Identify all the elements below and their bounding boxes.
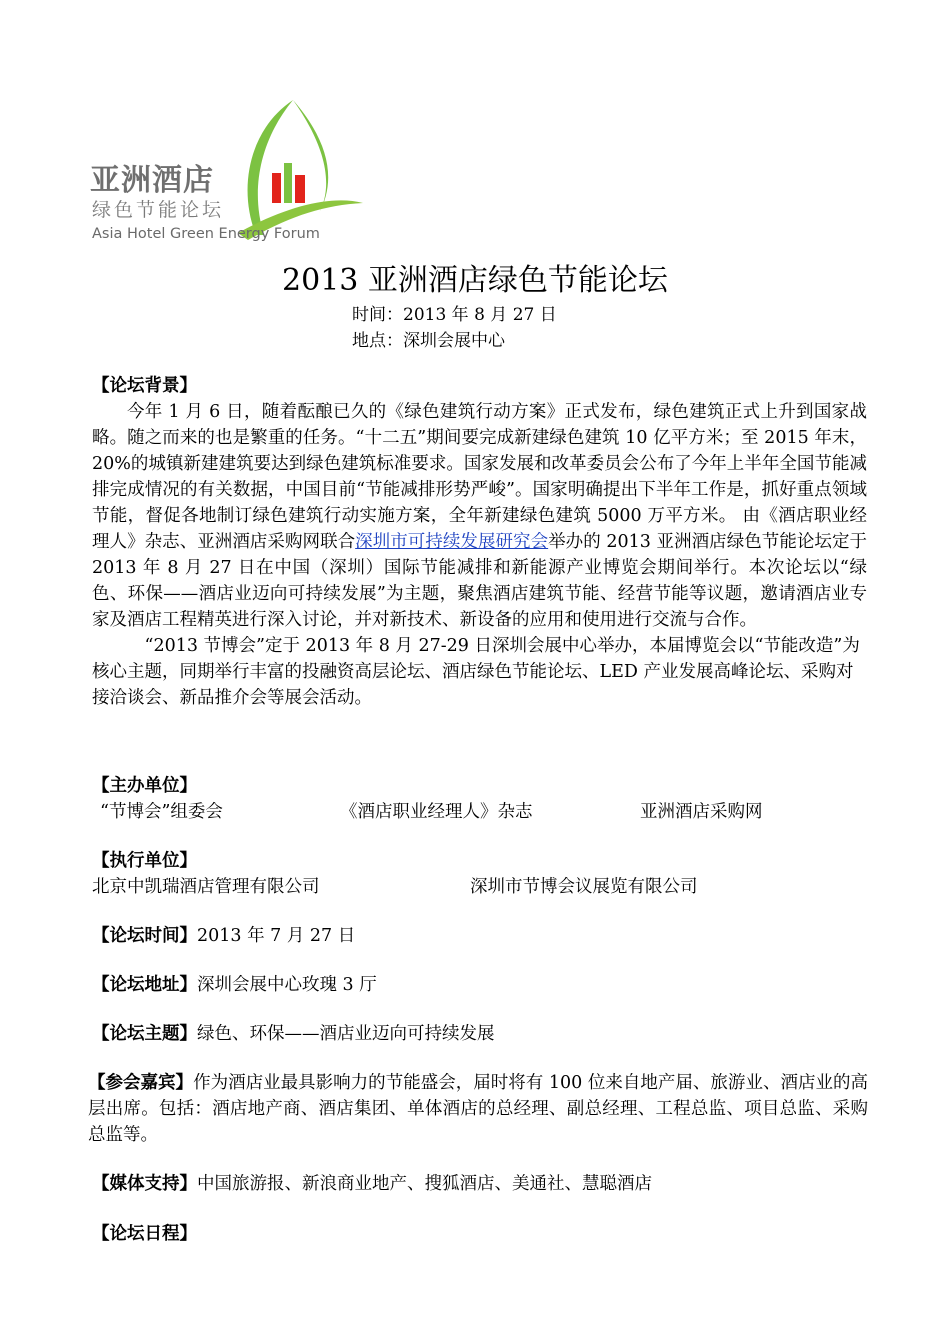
background-section bbox=[92, 373, 867, 711]
guests-value: 作为酒店业最具影响力的节能盛会，届时将有 100 位来自地产届、旅游业、酒店业的高层出席。包括：酒店地产商、酒店集团、单体酒店的总经理、副总经理、工程总监、项目总监、采购总监等。 bbox=[88, 1073, 869, 1145]
organizer-item: “节博会”组委会 bbox=[100, 802, 223, 822]
forum-logo bbox=[88, 95, 373, 250]
executor-item: 北京中凯瑞酒店管理有限公司 bbox=[92, 877, 320, 897]
forum-theme-heading: 【论坛主题】 bbox=[92, 1024, 197, 1044]
logo-subtitle-cn: 绿色节能论坛 bbox=[92, 199, 225, 221]
sustainability-institute-link[interactable]: 深圳市可持续发展研究会 bbox=[355, 532, 549, 552]
event-time: 时间：2013 年 8 月 27 日 bbox=[352, 305, 557, 325]
logo-name-cn: 亚洲酒店 bbox=[90, 163, 214, 198]
background-text-b: 举办的 2013 亚洲酒店绿色节能论坛定于 2013 年 8 月 27 日在中国（深圳）国际节能减排和新能源产业博览会期间举行。本次论坛以“绿色、环保——酒店业迈向可持续发展”为主题，聚焦酒店建筑节能、经营节能等议题，邀请酒店业专家及酒店工程精英进行深入讨论，并对新技术、新设备的应用和使用进行交流与合作。 bbox=[92, 532, 867, 630]
background-paragraph-2: “2013 节博会”定于 2013 年 8 月 27-29 日深圳会展中心举办，本届博览会以“节能改造”为核心主题，同期举行丰富的投融资高层论坛、酒店绿色节能论坛、LED 产业发展高峰论坛、采购对接洽谈会、新品推介会等展会活动。 bbox=[92, 636, 860, 708]
forum-place bbox=[92, 971, 377, 996]
executors-heading: 【执行单位】 bbox=[92, 851, 197, 871]
guests-section bbox=[88, 1070, 868, 1148]
forum-theme-value: 绿色、环保——酒店业迈向可持续发展 bbox=[197, 1024, 495, 1044]
media-support bbox=[92, 1170, 652, 1195]
background-paragraph-1 bbox=[92, 399, 867, 633]
forum-theme bbox=[92, 1020, 495, 1045]
organizer-item: 亚洲酒店采购网 bbox=[640, 802, 763, 822]
document-title: 2013 亚洲酒店绿色节能论坛 bbox=[282, 263, 668, 298]
forum-time-heading: 【论坛时间】 bbox=[92, 926, 197, 946]
forum-time bbox=[92, 922, 355, 947]
event-place: 地点：深圳会展中心 bbox=[352, 331, 505, 351]
background-heading: 【论坛背景】 bbox=[92, 376, 197, 396]
schedule-heading: 【论坛日程】 bbox=[92, 1224, 197, 1244]
forum-place-heading: 【论坛地址】 bbox=[92, 975, 197, 995]
forum-place-value: 深圳会展中心玫瑰 3 厅 bbox=[197, 975, 377, 995]
background-text-a: 今年 1 月 6 日，随着酝酿已久的《绿色建筑行动方案》正式发布，绿色建筑正式上升到国家战略。随之而来的也是繁重的任务。“十二五”期间要完成新建绿色建筑 10 亿平方米；至 2015 年末，20%的城镇新建建筑要达到绿色建筑标准要求。国家发展和改革委员会公布了今年上半年全国节能减排完成情况的有关数据，中国目前“节能减排形势严峻”。国家明确提出下半年工作是，抓好重点领域节能，督促各地制订绿色建筑行动实施方案，全年新建绿色建筑 5000 万平方米。 由《酒店职业经理人》杂志、亚洲酒店采购网联合 bbox=[92, 402, 867, 552]
guests-heading: 【参会嘉宾】 bbox=[88, 1073, 194, 1093]
executor-item: 深圳市节博会议展览有限公司 bbox=[470, 877, 698, 897]
media-heading: 【媒体支持】 bbox=[92, 1174, 197, 1194]
logo-name-en: Asia Hotel Green Energy Forum bbox=[92, 226, 320, 242]
forum-time-value: 2013 年 7 月 27 日 bbox=[197, 926, 356, 946]
organizers-heading: 【主办单位】 bbox=[92, 776, 197, 796]
organizer-item: 《酒店职业经理人》杂志 bbox=[340, 802, 533, 822]
media-value: 中国旅游报、新浪商业地产、搜狐酒店、美通社、慧聪酒店 bbox=[197, 1174, 652, 1194]
